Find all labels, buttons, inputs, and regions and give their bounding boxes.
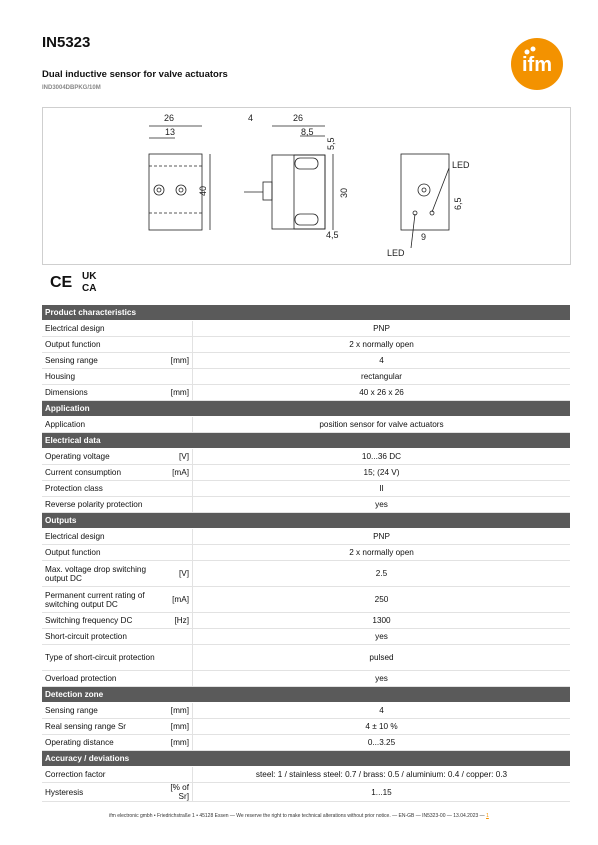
row-value: pulsed [193,645,571,671]
row-unit [166,529,193,545]
row-unit [166,337,193,353]
row-value: 250 [193,587,571,613]
row-value: PNP [193,529,571,545]
section-header [42,401,570,417]
row-label: Correction factor [42,767,166,783]
side-view [244,126,333,230]
dim-label: 6,5 [453,197,463,210]
dim-label: 26 [164,113,175,123]
row-unit: [mm] [166,703,193,719]
row-unit: [% of Sr] [166,783,193,802]
row-label: Application [42,417,166,433]
row-label: Operating distance [42,735,166,751]
dim-label: 13 [165,127,176,137]
dim-label: 5,5 [326,137,336,150]
section-header [42,513,570,529]
section-header [42,433,570,449]
table-row [42,629,570,645]
row-value: 1300 [193,613,571,629]
ukca-mark-top: UK [82,271,97,282]
row-label: Switching frequency DC [42,613,166,629]
row-value: 15; (24 V) [193,465,571,481]
product-code: IND3004DBPKG/10M [42,85,101,91]
dim-label: 26 [293,113,304,123]
row-unit [166,497,193,513]
table-row [42,703,570,719]
footer-text: ifm electronic gmbh • Friedrichstraße 1 • 45128 Essen — We reserve the right to make technical alterations without prior notice. — EN-GB — IN5323-00 — 13.04.2023 — [109,813,485,819]
table-row [42,497,570,513]
row-label: Housing [42,369,166,385]
row-unit [166,671,193,687]
section-header [42,751,570,767]
product-subtitle: Dual inductive sensor for valve actuators [42,69,228,80]
table-row [42,465,570,481]
row-unit [166,481,193,497]
row-unit [166,369,193,385]
spec-table [42,305,570,802]
section-title: Electrical data [42,433,570,449]
dim-label: 30 [339,187,349,198]
row-value: 1...15 [193,783,571,802]
dimension-drawing [42,107,571,265]
row-label: Current consumption [42,465,166,481]
dim-label: 4 [248,113,254,123]
row-label: Dimensions [42,385,166,401]
row-value: 40 x 26 x 26 [193,385,571,401]
dim-label: 40 [198,185,208,196]
row-label: Max. voltage drop switching output DC [42,561,166,587]
ce-mark: CE [50,274,73,291]
row-value: 4 [193,703,571,719]
row-value: position sensor for valve actuators [193,417,571,433]
table-row [42,529,570,545]
page-number-link[interactable]: 1 [486,813,489,819]
row-unit: [V] [166,561,193,587]
table-row [42,613,570,629]
certification-marks [50,268,110,299]
row-label: Output function [42,337,166,353]
row-label: Sensing range [42,703,166,719]
table-row [42,353,570,369]
row-unit [166,629,193,645]
table-row [42,767,570,783]
page-footer [0,813,598,819]
table-row [42,481,570,497]
row-label: Reverse polarity protection [42,497,166,513]
table-row [42,587,570,613]
dim-label: 4,5 [326,230,339,240]
section-header [42,687,570,703]
table-row [42,417,570,433]
row-unit [166,545,193,561]
row-label: Short-circuit protection [42,629,166,645]
row-value: 2 x normally open [193,337,571,353]
row-value: steel: 1 / stainless steel: 0.7 / brass: 0.5 / aluminium: 0.4 / copper: 0.3 [193,767,571,783]
row-value: 2.5 [193,561,571,587]
table-row [42,545,570,561]
row-value: PNP [193,321,571,337]
row-label: Electrical design [42,321,166,337]
ukca-mark-bottom: CA [82,283,97,294]
row-value: 0...3.25 [193,735,571,751]
row-unit: [mm] [166,735,193,751]
table-row [42,449,570,465]
row-unit: [mm] [166,719,193,735]
row-value: 10...36 DC [193,449,571,465]
row-label: Type of short-circuit protection [42,645,166,671]
table-row [42,719,570,735]
table-row [42,369,570,385]
row-label: Permanent current rating of switching output DC [42,587,166,613]
dim-label: 9 [421,232,427,242]
section-title: Product characteristics [42,305,570,321]
row-label: Hysteresis [42,783,166,802]
row-unit: [mm] [166,385,193,401]
row-unit [166,321,193,337]
front-view [149,126,210,230]
table-row [42,671,570,687]
row-unit [166,417,193,433]
row-label: Real sensing range Sr [42,719,166,735]
row-unit: [V] [166,449,193,465]
table-row [42,783,570,802]
row-value: yes [193,629,571,645]
section-title: Outputs [42,513,570,529]
row-label: Output function [42,545,166,561]
table-row [42,735,570,751]
row-label: Electrical design [42,529,166,545]
section-title: Accuracy / deviations [42,751,570,767]
section-title: Application [42,401,570,417]
row-unit [166,645,193,671]
table-row [42,385,570,401]
row-label: Overload protection [42,671,166,687]
ifm-logo [511,38,563,90]
table-row [42,337,570,353]
row-value: II [193,481,571,497]
section-title: Detection zone [42,687,570,703]
row-value: yes [193,497,571,513]
section-header [42,305,570,321]
row-unit: [Hz] [166,613,193,629]
table-row [42,321,570,337]
row-value: 4 [193,353,571,369]
page-title: IN5323 [42,34,91,51]
row-unit: [mA] [166,587,193,613]
row-label: Operating voltage [42,449,166,465]
row-label: Sensing range [42,353,166,369]
row-value: 2 x normally open [193,545,571,561]
dim-label: LED [387,248,405,258]
svg-text:ifm: ifm [522,54,552,76]
dim-label: 8,5 [301,127,314,137]
dim-label: LED [452,160,470,170]
row-unit [166,767,193,783]
table-row [42,561,570,587]
row-unit: [mm] [166,353,193,369]
row-value: rectangular [193,369,571,385]
row-label: Protection class [42,481,166,497]
row-unit: [mA] [166,465,193,481]
row-value: 4 ± 10 % [193,719,571,735]
table-row [42,645,570,671]
row-value: yes [193,671,571,687]
